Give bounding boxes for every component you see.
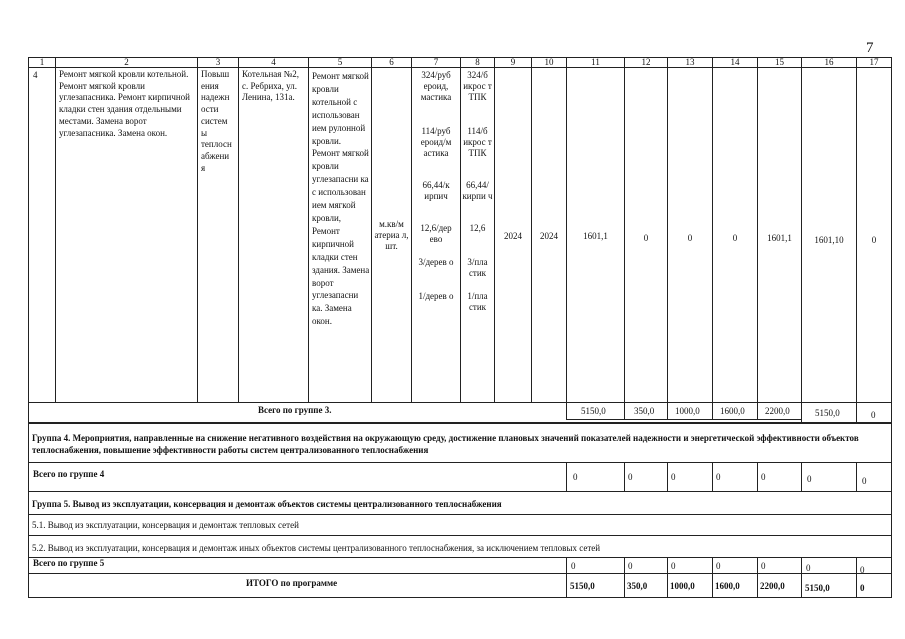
itogo-value: 350,0 bbox=[627, 581, 648, 591]
header-cell: 11 bbox=[566, 57, 625, 68]
row4-col8-2: 114/б икрос т ТПК bbox=[463, 126, 492, 158]
row4-col8-4: 12,6 bbox=[469, 223, 486, 233]
group5-value: 0 bbox=[628, 561, 633, 571]
row4-col17: 0 bbox=[871, 235, 877, 245]
row4-col8-6: 1/пла стик bbox=[467, 291, 488, 312]
group5-value: 0 bbox=[860, 565, 865, 575]
row4-goal: Повыш ения надежн ости систем ы теплосн абжени я bbox=[201, 69, 232, 173]
itogo-value: 2200,0 bbox=[760, 581, 785, 591]
header-cell: 10 bbox=[531, 57, 567, 68]
row4-col14: 0 bbox=[732, 233, 738, 243]
row4-units: м.кв/м атериа л, шт. bbox=[374, 219, 409, 251]
total3-value: 0 bbox=[871, 410, 876, 420]
header-cell: 2 bbox=[55, 57, 198, 68]
total3-value: 350,0 bbox=[634, 406, 655, 416]
row4-year-start: 2024 bbox=[504, 231, 522, 241]
header-cell: 15 bbox=[757, 57, 802, 68]
group5-sub1: 5.1. Вывод из эксплуатации, консервация и демонтаж тепловых сетей bbox=[32, 520, 299, 530]
header-cell: 14 bbox=[712, 57, 758, 68]
row4-col8-3: 66,44/ кирпи ч bbox=[462, 180, 493, 201]
group4-value: 0 bbox=[807, 474, 812, 484]
row4-col7-5: 3/дерев о bbox=[418, 257, 454, 267]
header-cell: 4 bbox=[238, 57, 309, 68]
header-cell: 16 bbox=[801, 57, 857, 68]
row4-col7-6: 1/дерев о bbox=[418, 291, 454, 301]
group4-value: 0 bbox=[671, 472, 676, 482]
row4-year-end: 2024 bbox=[540, 231, 558, 241]
group4-value: 0 bbox=[573, 472, 578, 482]
group5-value: 0 bbox=[671, 561, 676, 571]
total3-value: 2200,0 bbox=[765, 406, 790, 416]
row4-col16: 1601,10 bbox=[814, 235, 844, 245]
header-cell: 8 bbox=[460, 57, 495, 68]
total3-label: Всего по группе 3. bbox=[258, 405, 332, 415]
group4-value: 0 bbox=[761, 472, 766, 482]
itogo-label: ИТОГО по программе bbox=[246, 578, 338, 588]
row4-description: Ремонт мягкой кровли котельной с использован ием рулонной кровли. Ремонт мягкой кровли углезапасни ка с использован ием мягкой кровли, Ремонт кирпичной кладки стен здания. Замена ворот углезапасни ка. Замена окон. bbox=[312, 71, 370, 327]
itogo-value: 0 bbox=[860, 583, 865, 593]
group4-value: 0 bbox=[716, 472, 721, 482]
group4-value: 0 bbox=[862, 476, 867, 486]
itogo-value: 5150,0 bbox=[570, 581, 595, 591]
row4-col13: 0 bbox=[687, 233, 693, 243]
header-cell: 6 bbox=[371, 57, 412, 68]
row4-col7-1: 324/руб ероид, мастика bbox=[420, 70, 452, 102]
header-cell: 12 bbox=[624, 57, 668, 68]
header-cell: 1 bbox=[28, 57, 56, 68]
row4-location: Котельная №2, с. Ребриха, ул. Ленина, 131а. bbox=[242, 69, 299, 103]
group5-value: 0 bbox=[806, 563, 811, 573]
header-cell: 3 bbox=[197, 57, 239, 68]
row4-work-list: Ремонт мягкой кровли котельной. Ремонт мягкой кровли углезапасника. Ремонт кирпичной кладки стен здания отдельными местами. Замена ворот углезапасника. Замена окон. bbox=[59, 69, 190, 138]
row4-number: 4 bbox=[33, 70, 38, 80]
row4-col11: 1601,1 bbox=[583, 231, 608, 241]
header-cell: 9 bbox=[494, 57, 532, 68]
row4-col12: 0 bbox=[643, 233, 649, 243]
row4-col7-3: 66,44/к ирпич bbox=[422, 180, 450, 201]
row4-col8-5: 3/пла стик bbox=[467, 257, 488, 278]
group5-title: Группа 5. Вывод из эксплуатации, консервация и демонтаж объектов системы централизованного теплоснабжения bbox=[32, 499, 502, 509]
header-cell: 5 bbox=[308, 57, 372, 68]
group4-value: 0 bbox=[628, 472, 633, 482]
group5-value: 0 bbox=[571, 561, 576, 571]
itogo-value: 1000,0 bbox=[670, 581, 695, 591]
header-cell: 7 bbox=[411, 57, 461, 68]
header-cell: 17 bbox=[856, 57, 892, 68]
group5-sub2: 5.2. Вывод из эксплуатации, консервация и демонтаж иных объектов системы централизованного теплоснабжения, за исключением тепловых сетей bbox=[32, 543, 601, 553]
itogo-value: 1600,0 bbox=[715, 581, 740, 591]
group5-value: 0 bbox=[761, 561, 766, 571]
page-number: 7 bbox=[866, 40, 874, 56]
header-cell: 13 bbox=[667, 57, 713, 68]
row4-col15: 1601,1 bbox=[767, 233, 792, 243]
group4-title: Группа 4. Мероприятия, направленные на снижение негативного воздействия на окружающую среду, достижение плановых значений показателей надежности и энергетической эффективности объектов теплоснабжения, повышение эффективности работы систем централизованного теплоснабжения bbox=[32, 433, 859, 455]
total3-value: 1600,0 bbox=[720, 406, 745, 416]
total3-value: 5150,0 bbox=[581, 406, 606, 416]
total3-value: 1000,0 bbox=[675, 406, 700, 416]
group4-total-label: Всего по группе 4 bbox=[33, 469, 105, 479]
row4-col8-1: 324/б икрос т ТПК bbox=[463, 70, 492, 102]
group5-value: 0 bbox=[716, 561, 721, 571]
row4-col7-2: 114/руб ероид/м астика bbox=[420, 126, 452, 158]
itogo-value: 5150,0 bbox=[805, 583, 830, 593]
row4-col7-4: 12,6/дер ево bbox=[420, 223, 452, 244]
total3-value: 5150,0 bbox=[815, 408, 840, 418]
group5-total-label: Всего по группе 5 bbox=[33, 558, 105, 568]
